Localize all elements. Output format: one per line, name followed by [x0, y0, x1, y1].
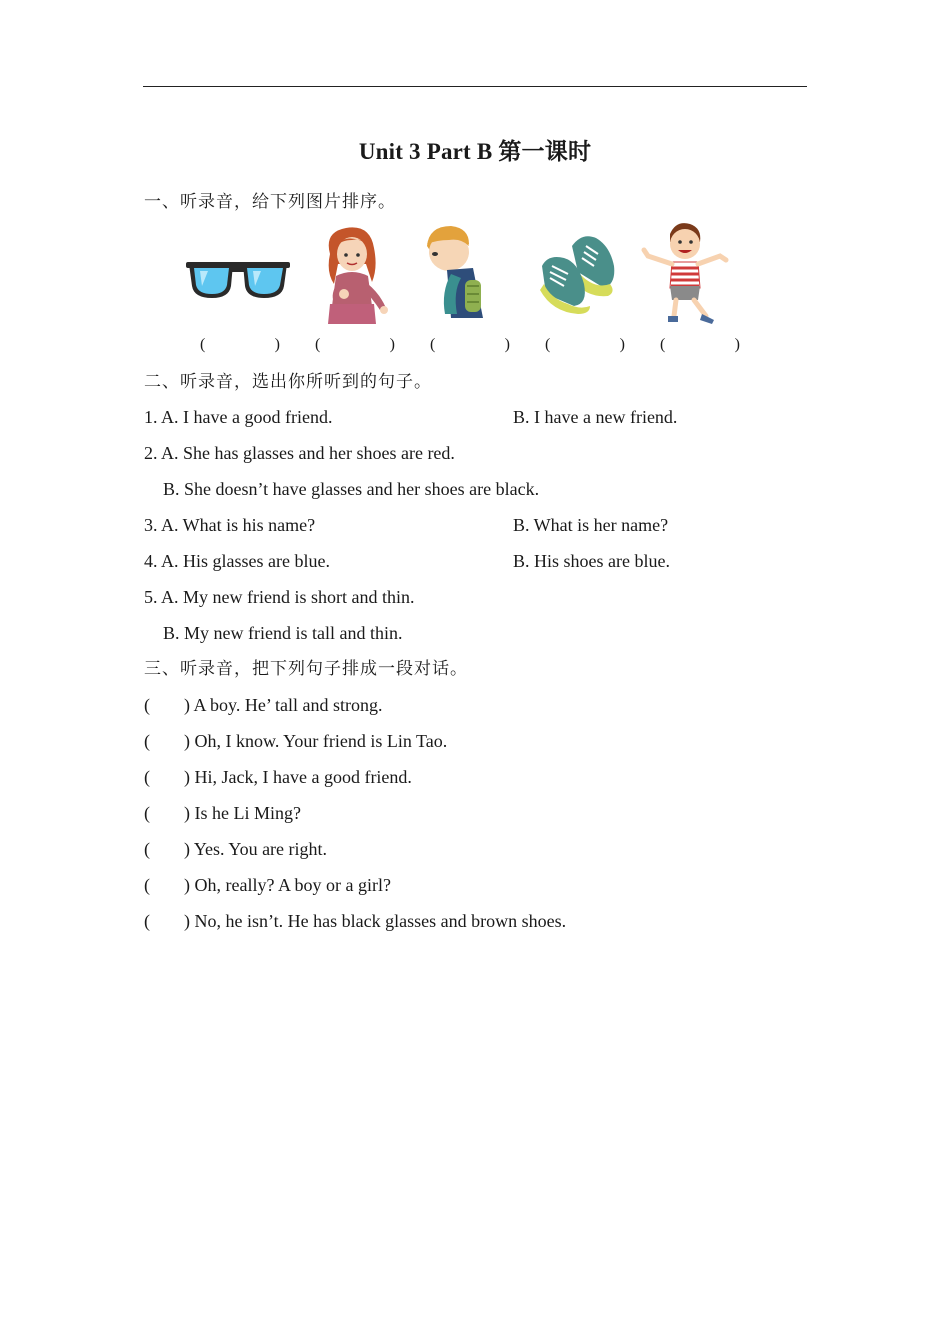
question-1-option-a[interactable]: 1. A. I have a good friend.	[144, 407, 333, 427]
question-2-option-a[interactable]: 2. A. She has glasses and her shoes are red.	[144, 443, 455, 463]
dialogue-line: ( ) Hi, Jack, I have a good friend.	[144, 767, 412, 787]
dialogue-line: ( ) Oh, really? A boy or a girl?	[144, 875, 391, 895]
shoes-icon	[538, 232, 618, 323]
dialogue-line: ( ) A boy. He’ tall and strong.	[144, 695, 383, 715]
order-blank[interactable]: ( )	[144, 695, 190, 715]
order-blank[interactable]: ( )	[144, 875, 190, 895]
section2-heading: 二、听录音，选出你所听到的句子。	[144, 372, 432, 392]
question-1-option-b[interactable]: B. I have a new friend.	[513, 407, 678, 427]
question-5-option-a[interactable]: 5. A. My new friend is short and thin.	[144, 587, 415, 607]
question-4-option-a[interactable]: 4. A. His glasses are blue.	[144, 551, 330, 571]
page-title: Unit 3 Part B 第一课时	[358, 139, 592, 164]
order-blank[interactable]: ( )	[144, 911, 190, 931]
order-blank[interactable]: ( )	[144, 839, 190, 859]
order-blank[interactable]: ( )	[144, 731, 190, 751]
dialogue-line: ( ) No, he isn’t. He has black glasses and brown shoes.	[144, 911, 567, 931]
section1-heading: 一、听录音，给下列图片排序。	[144, 192, 396, 212]
header-rule	[143, 86, 807, 87]
dialogue-line: ( ) Oh, I know. Your friend is Lin Tao.	[144, 731, 448, 751]
sunglasses-icon	[186, 256, 290, 307]
question-3-option-b[interactable]: B. What is her name?	[513, 515, 669, 535]
question-4-option-b[interactable]: B. His shoes are blue.	[513, 551, 670, 571]
section3-heading: 三、听录音，把下列句子排成一段对话。	[144, 659, 468, 679]
girl-icon	[316, 224, 392, 331]
boy-side-icon	[421, 222, 487, 325]
question-3-option-a[interactable]: 3. A. What is his name?	[144, 515, 316, 535]
dialogue-line: ( ) Yes. You are right.	[144, 839, 328, 859]
dialogue-line: ( ) Is he Li Ming?	[144, 803, 301, 823]
running-boy-icon	[640, 220, 730, 331]
question-2-option-b[interactable]: B. She doesn’t have glasses and her shoes are black.	[163, 479, 540, 499]
order-blank[interactable]: ( )	[144, 767, 190, 787]
order-blank[interactable]: ( )	[144, 803, 190, 823]
question-5-option-b[interactable]: B. My new friend is tall and thin.	[163, 623, 403, 643]
